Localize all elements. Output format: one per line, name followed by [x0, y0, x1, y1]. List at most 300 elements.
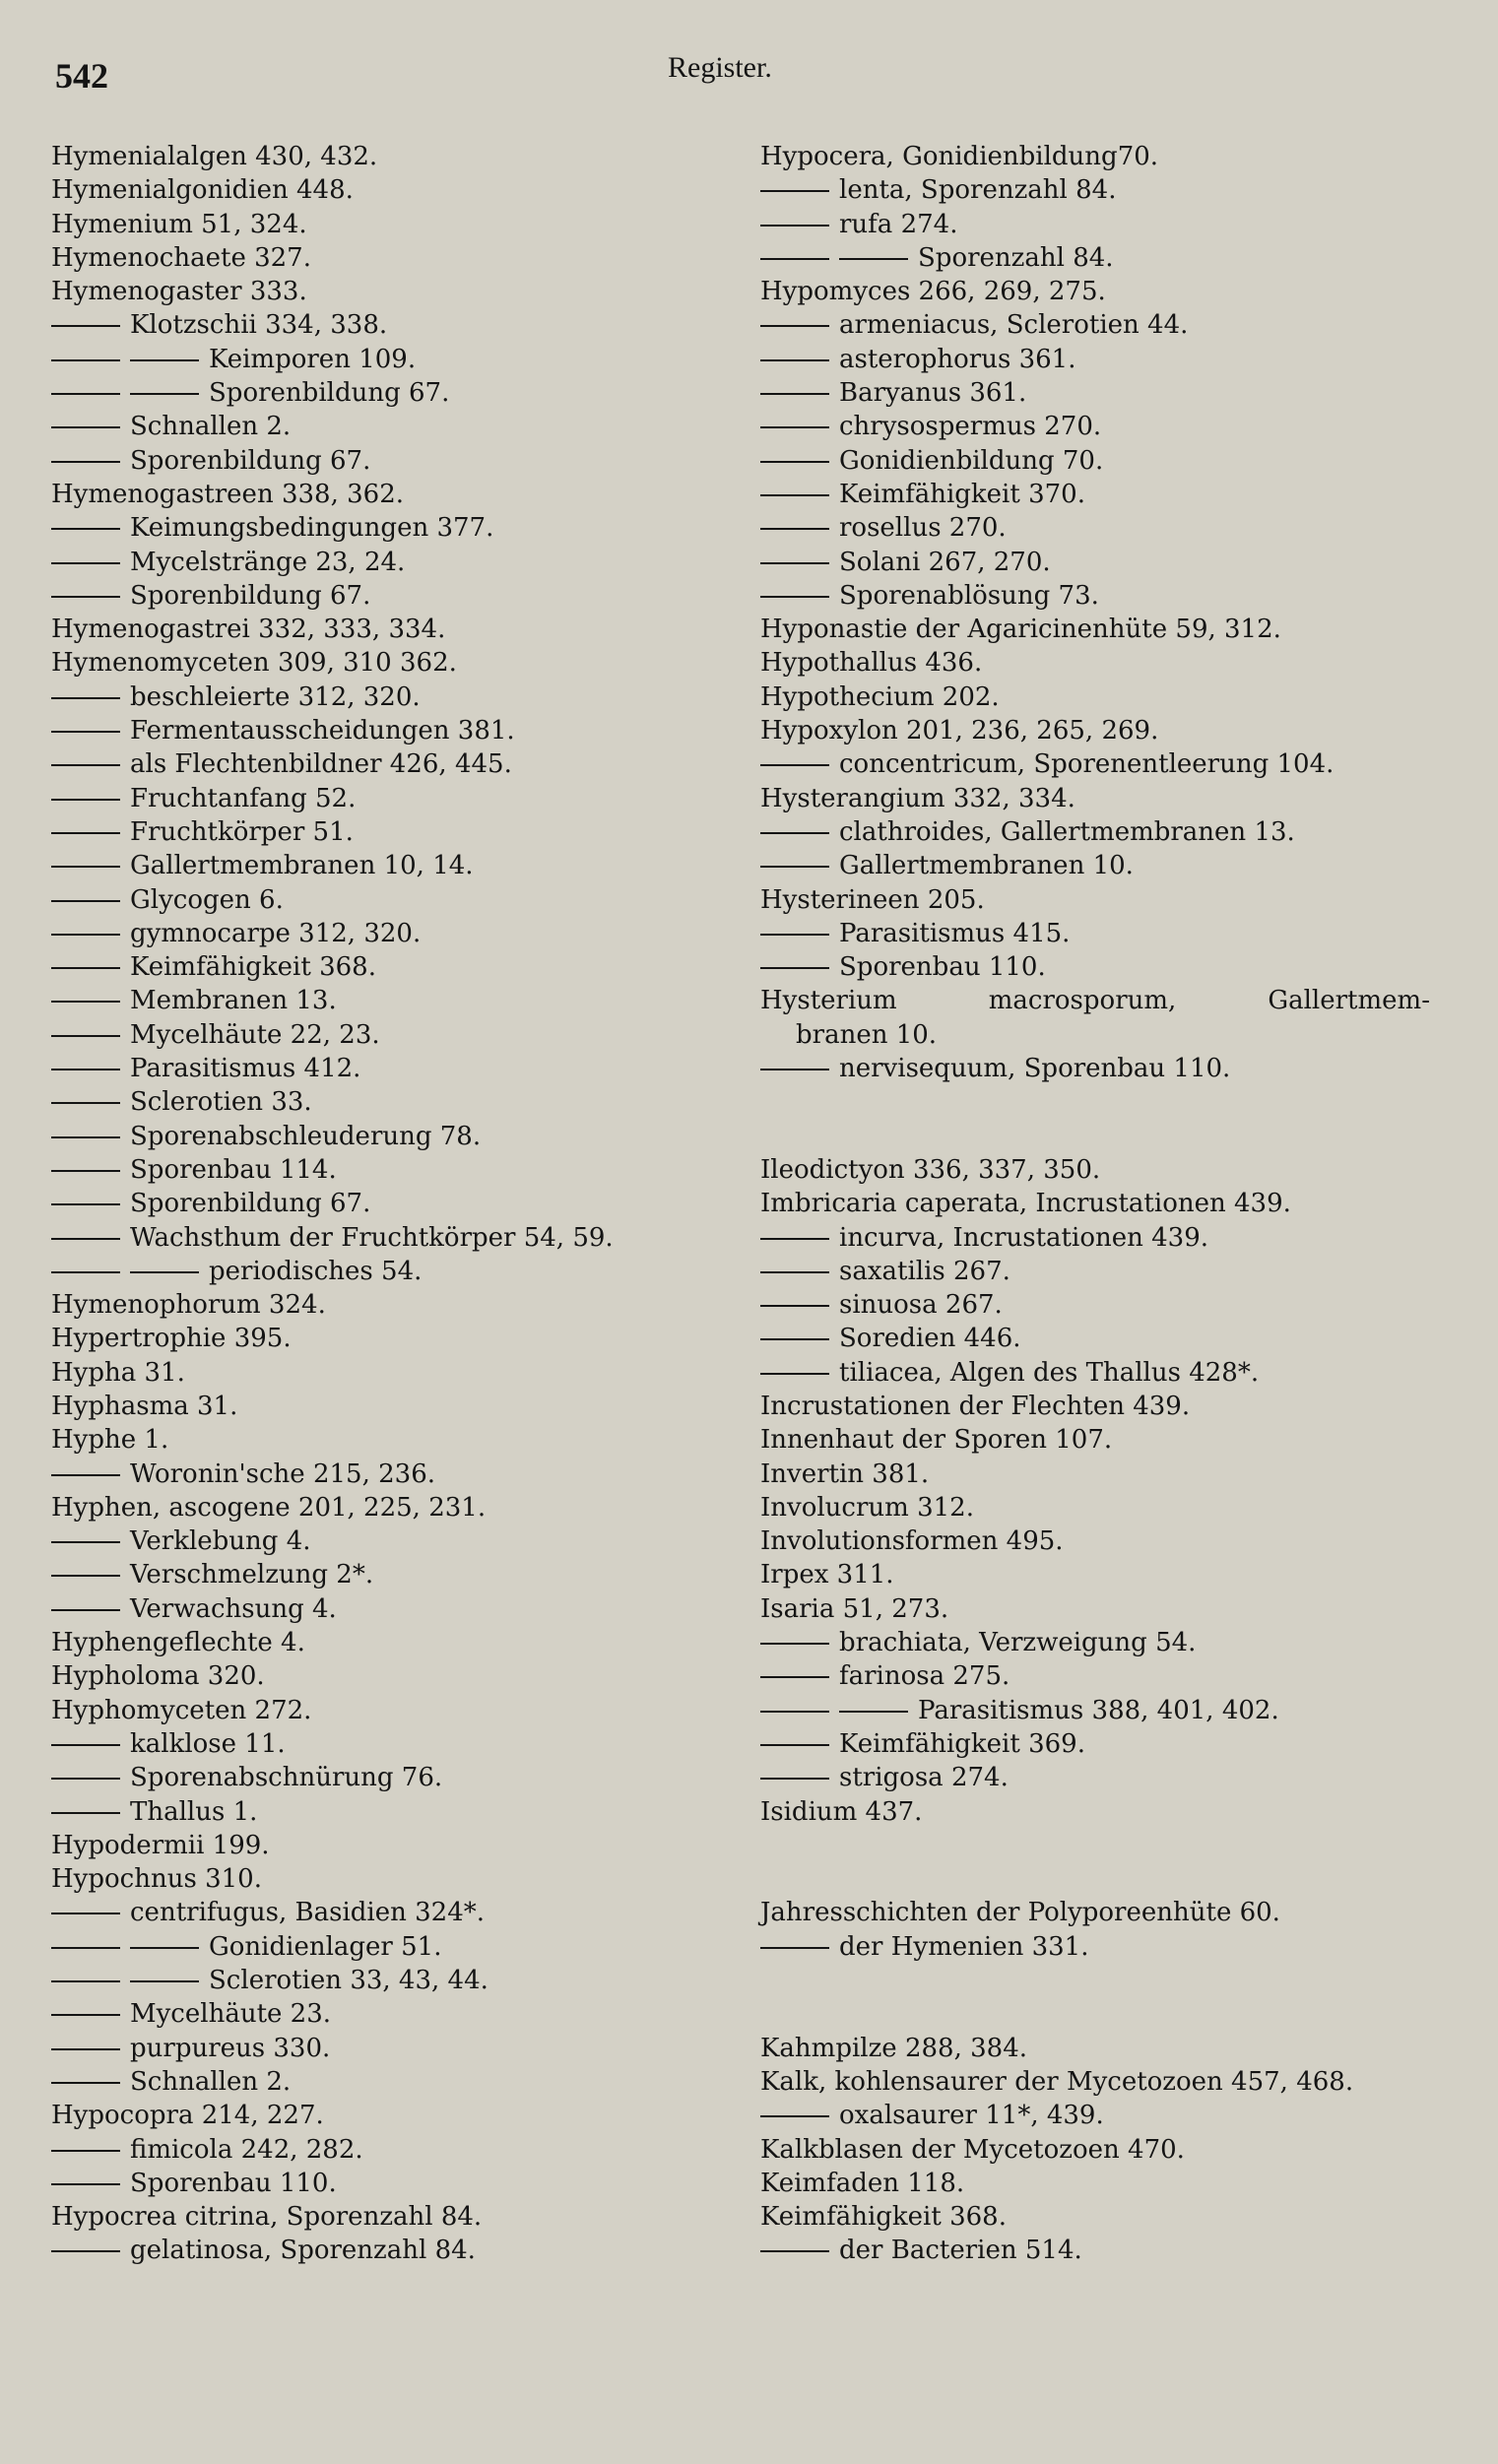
- entry-text: Mycelhäute 22, 23.: [130, 1019, 380, 1050]
- ditto-dash: [760, 1305, 829, 1307]
- ditto-dash: [51, 1001, 120, 1003]
- ditto-dash: [760, 325, 829, 327]
- index-entry: [760, 2133, 1450, 2167]
- entry-text: Sporenbildung 67.: [209, 378, 450, 409]
- ditto-dash: [760, 1711, 829, 1713]
- index-entry: [760, 140, 1450, 173]
- ditto-dash: [760, 2115, 829, 2117]
- entry-text: Sporenbau 110.: [130, 2168, 337, 2198]
- entry-text: Schnallen 2.: [130, 412, 292, 442]
- entry-text: Sporenbildung 67.: [130, 580, 371, 611]
- index-subentry: [51, 444, 760, 478]
- ditto-dash: [51, 1778, 120, 1780]
- index-entry: [51, 173, 760, 207]
- index-subentry: [760, 241, 1450, 275]
- entry-text: Schnallen 2.: [130, 2066, 292, 2097]
- ditto-dash: [760, 359, 829, 361]
- entry-text: Hyphen, ascogene 201, 225, 231.: [51, 1492, 487, 1523]
- entry-text: asterophorus 361.: [839, 344, 1076, 374]
- index-entry: [760, 883, 1450, 917]
- entry-text: Fermentausscheidungen 381.: [130, 716, 515, 746]
- index-subentry: [51, 815, 760, 849]
- index-subentry: [760, 208, 1450, 241]
- index-subentry: [760, 1930, 1450, 1964]
- index-entry: [760, 1896, 1450, 1929]
- entry-text: kalklose 11.: [130, 1728, 286, 1759]
- index-subentry: [51, 1558, 760, 1591]
- entry-text: Hysterangium 332, 334.: [760, 783, 1075, 813]
- index-entry: [760, 613, 1450, 646]
- entry-text: sinuosa 267.: [839, 1290, 1003, 1321]
- entry-text: Verklebung 4.: [130, 1526, 311, 1557]
- entry-text: Gonidienlager 51.: [209, 1931, 442, 1962]
- entry-text: Keimfähigkeit 370.: [839, 479, 1085, 509]
- index-subentry: [51, 1052, 760, 1085]
- ditto-dash: [130, 1980, 199, 1982]
- index-entry: [51, 1862, 760, 1896]
- index-entry: [51, 1829, 760, 1862]
- index-subentry: [760, 410, 1450, 443]
- entry-text: Keimporen 109.: [209, 344, 417, 374]
- index-entry: [760, 1491, 1450, 1524]
- ditto-dash: [51, 528, 120, 530]
- entry-text: Hypochnus 310.: [51, 1864, 262, 1895]
- index-entry: [51, 1694, 760, 1727]
- entry-text: Solani 267, 270.: [839, 547, 1051, 577]
- ditto-dash: [760, 967, 829, 969]
- entry-text: rufa 274.: [839, 209, 958, 239]
- index-subentry: [760, 2099, 1450, 2132]
- entry-word: Gallertmem-: [1268, 986, 1430, 1016]
- entry-text: Gallertmembranen 10.: [839, 851, 1134, 881]
- entry-text: Mycelstränge 23, 24.: [130, 547, 406, 577]
- index-subentry: [51, 1120, 760, 1153]
- index-subentry: [760, 747, 1450, 781]
- entry-text: Hyponastie der Agaricinenhüte 59, 312.: [760, 615, 1281, 645]
- index-subentry: [760, 173, 1450, 207]
- ditto-dash: [51, 799, 120, 801]
- ditto-dash: [51, 2014, 120, 2016]
- index-subentry: [51, 1153, 760, 1187]
- ditto-dash: [760, 461, 829, 463]
- index-entry: [51, 1322, 760, 1355]
- index-entry: [760, 984, 1450, 1017]
- index-subentry: [51, 1964, 760, 1997]
- entry-text: Invertin 381.: [760, 1459, 930, 1489]
- index-subentry: [760, 1221, 1450, 1255]
- index-subentry: [760, 478, 1450, 511]
- entry-text: Parasitismus 415.: [839, 918, 1071, 948]
- index-subentry: [760, 376, 1450, 410]
- ditto-dash: [51, 1035, 120, 1037]
- index-entry: [51, 613, 760, 646]
- ditto-dash: [51, 1069, 120, 1070]
- entry-text: armeniacus, Sclerotien 44.: [839, 310, 1189, 341]
- entry-text: Sporenabschnürung 76.: [130, 1763, 443, 1793]
- entry-text: Jahresschichten der Polyporeenhüte 60.: [760, 1898, 1280, 1928]
- index-entry: [760, 782, 1450, 815]
- ditto-dash: [760, 494, 829, 496]
- ditto-dash: [51, 1102, 120, 1104]
- index-subentry: [51, 714, 760, 747]
- index-entry: [51, 478, 760, 511]
- ditto-dash: [51, 900, 120, 902]
- entry-text: centrifugus, Basidien 324*.: [130, 1898, 486, 1928]
- index-subentry: [51, 1187, 760, 1220]
- ditto-dash: [51, 1203, 120, 1205]
- entry-text: Glycogen 6.: [130, 884, 284, 915]
- index-subentry: [51, 546, 760, 579]
- index-entry: [760, 681, 1450, 714]
- index-entry: [760, 2167, 1450, 2200]
- entry-text: Baryanus 361.: [839, 378, 1027, 409]
- ditto-dash: [760, 2250, 829, 2252]
- ditto-dash: [51, 1238, 120, 1240]
- entry-text: Sporenbildung 67.: [130, 445, 371, 476]
- entry-text: Kalk, kohlensaurer der Mycetozoen 457, 468.: [760, 2066, 1354, 2097]
- index-subentry: [51, 2032, 760, 2065]
- index-subentry: [51, 2234, 760, 2267]
- ditto-dash: [51, 764, 120, 766]
- index-subentry: [760, 1727, 1450, 1761]
- entry-text: Gonidienbildung 70.: [839, 445, 1104, 476]
- index-subentry: [760, 1761, 1450, 1794]
- entry-text: brachiata, Verzweigung 54.: [839, 1628, 1197, 1658]
- entry-text: Thallus 1.: [130, 1796, 258, 1827]
- entry-text: Klotzschii 334, 338.: [130, 310, 388, 341]
- entry-text: gelatinosa, Sporenzahl 84.: [130, 2236, 476, 2266]
- ditto-dash: [760, 190, 829, 192]
- index-entry: [51, 1356, 760, 1390]
- entry-text: Mycelhäute 23.: [130, 1999, 332, 2030]
- entry-text: Kahmpilze 288, 384.: [760, 2033, 1027, 2063]
- right-index-column: [760, 140, 1450, 2268]
- entry-text: Involutionsformen 495.: [760, 1526, 1064, 1557]
- ditto-dash: [51, 1980, 120, 1982]
- index-subentry: [760, 1322, 1450, 1355]
- entry-text: periodisches 54.: [209, 1256, 423, 1286]
- index-entry: [760, 2065, 1450, 2099]
- entry-text: Soredien 446.: [839, 1324, 1021, 1354]
- entry-text: beschleierte 312, 320.: [130, 681, 421, 712]
- ditto-dash: [760, 393, 829, 395]
- entry-text: Hyphe 1.: [51, 1425, 169, 1456]
- index-subentry: [51, 343, 760, 376]
- entry-text: Verwachsung 4.: [130, 1593, 337, 1624]
- ditto-dash: [760, 528, 829, 530]
- index-subentry: [760, 950, 1450, 984]
- entry-text: Hypocopra 214, 227.: [51, 2101, 324, 2131]
- index-entry: [51, 1626, 760, 1659]
- entry-text: Hymenogaster 333.: [51, 277, 307, 307]
- index-subentry: [760, 511, 1450, 545]
- ditto-dash: [51, 731, 120, 733]
- entry-text: farinosa 275.: [839, 1661, 1010, 1692]
- index-subentry: [51, 1458, 760, 1491]
- entry-text: Isaria 51, 273.: [760, 1593, 949, 1624]
- ditto-dash: [51, 461, 120, 463]
- entry-text: Imbricaria caperata, Incrustationen 439.: [760, 1189, 1291, 1219]
- entry-text: Woronin'sche 215, 236.: [130, 1459, 435, 1489]
- index-subentry: [760, 917, 1450, 950]
- entry-text: Sporenabschleuderung 78.: [130, 1121, 482, 1151]
- ditto-dash: [760, 1373, 829, 1375]
- entry-text: Hypha 31.: [51, 1357, 185, 1388]
- entry-text: Hymenogastreen 338, 362.: [51, 479, 404, 509]
- entry-text: Hymenophorum 324.: [51, 1290, 326, 1321]
- entry-text: Parasitismus 412.: [130, 1054, 361, 1084]
- entry-text: Hypoxylon 201, 236, 265, 269.: [760, 716, 1159, 746]
- entry-text: purpureus 330.: [130, 2033, 331, 2063]
- index-entry: [51, 1491, 760, 1524]
- entry-text: Parasitismus 388, 401, 402.: [918, 1695, 1279, 1725]
- ditto-dash: [51, 1812, 120, 1814]
- ditto-dash: [51, 866, 120, 868]
- entry-text: nervisequum, Sporenbau 110.: [839, 1054, 1231, 1084]
- index-subentry: [51, 1255, 760, 1288]
- ditto-dash: [51, 393, 120, 395]
- entry-text: Membranen 13.: [130, 986, 337, 1016]
- index-subentry: [51, 1221, 760, 1255]
- ditto-dash: [51, 967, 120, 969]
- index-entry: [51, 646, 760, 680]
- index-subentry: [760, 579, 1450, 613]
- ditto-dash: [760, 225, 829, 227]
- entry-text: Hypothallus 436.: [760, 648, 983, 679]
- ditto-dash: [51, 1170, 120, 1172]
- index-subentry: [760, 1626, 1450, 1659]
- ditto-dash: [51, 1575, 120, 1577]
- index-subentry: [51, 1727, 760, 1761]
- index-entry: [51, 1423, 760, 1457]
- index-entry: [760, 1153, 1450, 1187]
- ditto-dash: [51, 426, 120, 428]
- index-entry: [760, 1423, 1450, 1457]
- ditto-dash: [760, 934, 829, 936]
- section-gap: [760, 1964, 1450, 1997]
- entry-text: Isidium 437.: [760, 1796, 923, 1827]
- entry-text: der Hymenien 331.: [839, 1931, 1089, 1962]
- entry-text: Fruchtanfang 52.: [130, 783, 357, 813]
- index-subentry: [760, 815, 1450, 849]
- ditto-dash: [760, 1947, 829, 1949]
- ditto-dash: [51, 1474, 120, 1476]
- index-entry: [760, 2032, 1450, 2065]
- ditto-dash: [130, 1271, 199, 1273]
- index-subentry: [51, 410, 760, 443]
- index-entry: [760, 1795, 1450, 1829]
- entry-text: Hymenomyceten 309, 310 362.: [51, 648, 457, 679]
- index-subentry: [51, 917, 760, 950]
- index-entry: [760, 1187, 1450, 1220]
- section-gap: [760, 1997, 1450, 2031]
- index-subentry: [51, 1930, 760, 1964]
- entry-text: Ileodictyon 336, 337, 350.: [760, 1154, 1101, 1185]
- ditto-dash: [760, 1676, 829, 1678]
- index-subentry: [51, 681, 760, 714]
- ditto-dash: [51, 1271, 120, 1273]
- entry-text: lenta, Sporenzahl 84.: [839, 175, 1117, 206]
- index-subentry: [51, 2167, 760, 2200]
- entry-text: fimicola 242, 282.: [130, 2134, 363, 2165]
- entry-text: Wachsthum der Fruchtkörper 54, 59.: [130, 1222, 614, 1253]
- ditto-dash: [760, 1778, 829, 1780]
- ditto-dash: [51, 2183, 120, 2185]
- ditto-dash: [51, 1609, 120, 1611]
- index-entry: [51, 2200, 760, 2234]
- entry-text: Hymenium 51, 324.: [51, 209, 307, 239]
- ditto-dash: [51, 934, 120, 936]
- entry-text: Innenhaut der Sporen 107.: [760, 1425, 1113, 1456]
- entry-text: tiliacea, Algen des Thallus 428*.: [839, 1357, 1260, 1388]
- index-entry: [51, 1390, 760, 1423]
- ditto-dash: [51, 832, 120, 834]
- ditto-dash: [130, 359, 199, 361]
- ditto-dash: [760, 258, 829, 260]
- entry-text: Incrustationen der Flechten 439.: [760, 1391, 1191, 1421]
- ditto-dash: [760, 832, 829, 834]
- ditto-dash: [51, 596, 120, 598]
- index-entry: [51, 208, 760, 241]
- index-subentry: [760, 1255, 1450, 1288]
- ditto-dash: [760, 1069, 829, 1070]
- index-entry: [51, 2099, 760, 2132]
- entry-text: Hypocrea citrina, Sporenzahl 84.: [51, 2202, 483, 2233]
- entry-text: Hypholoma 320.: [51, 1661, 265, 1692]
- index-subentry: [51, 1761, 760, 1794]
- index-entry: [760, 1524, 1450, 1558]
- index-subentry: [51, 1085, 760, 1119]
- index-subentry: [760, 1052, 1450, 1085]
- running-head: Register.: [668, 51, 772, 84]
- entry-text: rosellus 270.: [839, 513, 1007, 544]
- ditto-dash: [760, 596, 829, 598]
- index-subentry: [51, 1592, 760, 1626]
- entry-text: Sporenzahl 84.: [918, 242, 1114, 273]
- index-entry: [51, 275, 760, 308]
- ditto-dash: [760, 866, 829, 868]
- entry-text: Sporenbildung 67.: [130, 1189, 371, 1219]
- index-entry: [51, 140, 760, 173]
- ditto-dash: [51, 562, 120, 564]
- entry-text: Keimfähigkeit 369.: [839, 1728, 1085, 1759]
- index-subentry: [51, 579, 760, 613]
- entry-text: Sporenbau 114.: [130, 1154, 337, 1185]
- page-number: 542: [55, 56, 108, 96]
- entry-text: branen 10.: [796, 1019, 938, 1050]
- index-subentry: [51, 2065, 760, 2099]
- ditto-dash: [760, 1744, 829, 1746]
- entry-text: clathroides, Gallertmembranen 13.: [839, 816, 1295, 847]
- entry-text: Hypodermii 199.: [51, 1830, 270, 1860]
- entry-word: Hysterium: [760, 986, 897, 1016]
- entry-text: gymnocarpe 312, 320.: [130, 918, 422, 948]
- entry-text: incurva, Incrustationen 439.: [839, 1222, 1209, 1253]
- section-gap: [760, 1829, 1450, 1862]
- entry-text: Hysterineen 205.: [760, 884, 985, 915]
- entry-text: Hyphasma 31.: [51, 1391, 238, 1421]
- entry-text: saxatilis 267.: [839, 1256, 1010, 1286]
- section-gap: [760, 1120, 1450, 1153]
- index-entry: [760, 714, 1450, 747]
- index-subentry: [51, 1896, 760, 1929]
- index-subentry: [51, 984, 760, 1017]
- entry-text: Hypothecium 202.: [760, 681, 1000, 712]
- ditto-dash: [51, 1136, 120, 1138]
- index-subentry: [51, 1524, 760, 1558]
- ditto-dash: [760, 1338, 829, 1340]
- entry-text: Gallertmembranen 10, 14.: [130, 851, 474, 881]
- entry-text: Verschmelzung 2*.: [130, 1560, 374, 1590]
- ditto-dash: [51, 2250, 120, 2252]
- entry-text: der Bacterien 514.: [839, 2236, 1082, 2266]
- index-entry: [760, 2200, 1450, 2234]
- index-subentry: [760, 546, 1450, 579]
- entry-text: strigosa 274.: [839, 1763, 1009, 1793]
- entry-text: Hyphomyceten 272.: [51, 1695, 312, 1725]
- index-subentry: [760, 1288, 1450, 1322]
- entry-text: Keimungsbedingungen 377.: [130, 513, 494, 544]
- ditto-dash: [760, 764, 829, 766]
- entry-text: Kalkblasen der Mycetozoen 470.: [760, 2134, 1185, 2165]
- index-entry: [51, 1659, 760, 1693]
- entry-text: oxalsaurer 11*, 439.: [839, 2101, 1104, 2131]
- index-subentry: [760, 444, 1450, 478]
- index-subentry: [51, 747, 760, 781]
- ditto-dash: [130, 393, 199, 395]
- index-entry: [760, 1458, 1450, 1491]
- index-subentry: [51, 1018, 760, 1052]
- ditto-dash: [760, 1271, 829, 1273]
- index-subentry: [51, 1997, 760, 2031]
- index-subentry: [760, 1356, 1450, 1390]
- ditto-dash: [51, 1744, 120, 1746]
- entry-text: Irpex 311.: [760, 1560, 894, 1590]
- index-entry: [760, 646, 1450, 680]
- index-subentry: [760, 1018, 1450, 1052]
- entry-text: als Flechtenbildner 426, 445.: [130, 749, 512, 780]
- entry-text: Sclerotien 33.: [130, 1087, 312, 1118]
- index-subentry: [760, 849, 1450, 882]
- entry-text: Sporenbau 110.: [839, 952, 1046, 983]
- entry-text: Hymenogastrei 332, 333, 334.: [51, 615, 446, 645]
- index-subentry: [51, 782, 760, 815]
- index-subentry: [760, 2234, 1450, 2267]
- index-subentry: [51, 883, 760, 917]
- index-subentry: [51, 511, 760, 545]
- index-subentry: [760, 1694, 1450, 1727]
- ditto-dash: [839, 258, 908, 260]
- index-subentry: [51, 1795, 760, 1829]
- entry-text: Sclerotien 33, 43, 44.: [209, 1966, 488, 1996]
- entry-text: Keimfähigkeit 368.: [760, 2202, 1007, 2233]
- ditto-dash: [839, 1711, 908, 1713]
- ditto-dash: [51, 2082, 120, 2084]
- ditto-dash: [51, 359, 120, 361]
- index-entry: [760, 1558, 1450, 1591]
- index-entry: [51, 1288, 760, 1322]
- left-index-column: [51, 140, 760, 2268]
- entry-text: Fruchtkörper 51.: [130, 816, 354, 847]
- entry-text: Involucrum 312.: [760, 1492, 974, 1523]
- index-subentry: [51, 376, 760, 410]
- entry-text: Hyphengeflechte 4.: [51, 1628, 305, 1658]
- index-entry: [760, 1390, 1450, 1423]
- entry-word: macrosporum,: [988, 986, 1177, 1016]
- index-subentry: [51, 2133, 760, 2167]
- ditto-dash: [51, 2150, 120, 2152]
- ditto-dash: [51, 1947, 120, 1949]
